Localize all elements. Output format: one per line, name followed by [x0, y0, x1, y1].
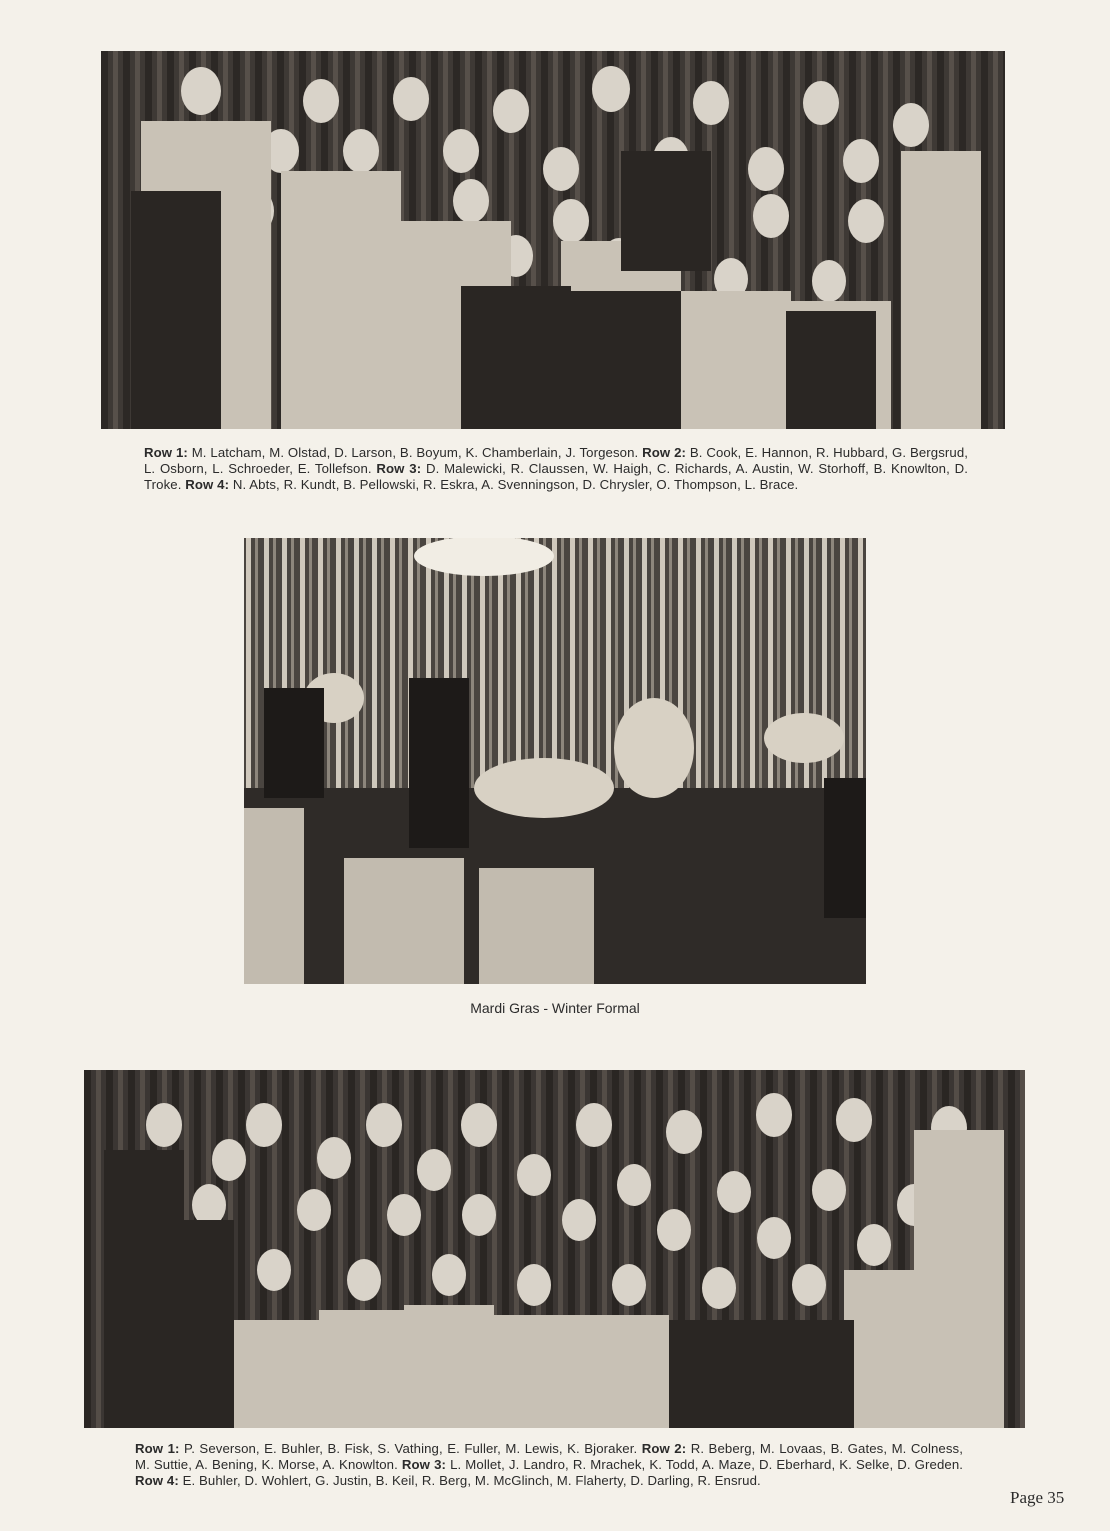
- top-group-photo: [101, 51, 1005, 429]
- row2-names: R. Beberg, M. Lovaas, B. Gates, M. Colness, M. Suttie, A. Bening, K. Morse, A. Knowlton.: [135, 1441, 964, 1472]
- page-number: Page 35: [1010, 1488, 1065, 1507]
- row2-label: Row 2:: [641, 1441, 687, 1456]
- row1-label: Row 1:: [135, 1441, 180, 1456]
- row4-label: Row 4:: [185, 477, 230, 492]
- top-photo-caption: [144, 445, 968, 493]
- row3-label: Row 3:: [401, 1457, 447, 1472]
- row4-names: E. Buhler, D. Wohlert, G. Justin, B. Keil, R. Berg, M. McGlinch, M. Flaherty, D. Darling, R. Ensrud.: [182, 1473, 761, 1488]
- bottom-group-photo: [84, 1070, 1025, 1428]
- row1-names: M. Latcham, M. Olstad, D. Larson, B. Boyum, K. Chamberlain, J. Torgeson.: [191, 445, 639, 460]
- row3-names: L. Mollet, J. Landro, R. Mrachek, K. Todd, A. Maze, D. Eberhard, K. Selke, D. Greden.: [450, 1457, 964, 1472]
- row2-names: B. Cook, E. Hannon, R. Hubbard, G. Bergsrud, L. Osborn, L. Schroeder, E. Tollefson.: [144, 445, 969, 476]
- row2-label: Row 2:: [642, 445, 687, 460]
- row3-label: Row 3:: [376, 461, 422, 476]
- bottom-photo-caption: [135, 1441, 963, 1489]
- row3-names: D. Malewicki, R. Claussen, W. Haigh, C. Richards, A. Austin, W. Storhoff, B. Knowlton, D. Troke.: [144, 461, 968, 492]
- row1-label: Row 1:: [144, 445, 188, 460]
- dance-photo-caption: Mardi Gras - Winter Formal: [470, 1000, 640, 1016]
- row1-names: P. Severson, E. Buhler, B. Fisk, S. Vathing, E. Fuller, M. Lewis, K. Bjoraker.: [184, 1441, 638, 1456]
- dance-photo: [244, 538, 866, 984]
- row4-label: Row 4:: [135, 1473, 179, 1488]
- row4-names: N. Abts, R. Kundt, B. Pellowski, R. Eskra, A. Svenningson, D. Chrysler, O. Thompson, L. Brace.: [232, 477, 799, 492]
